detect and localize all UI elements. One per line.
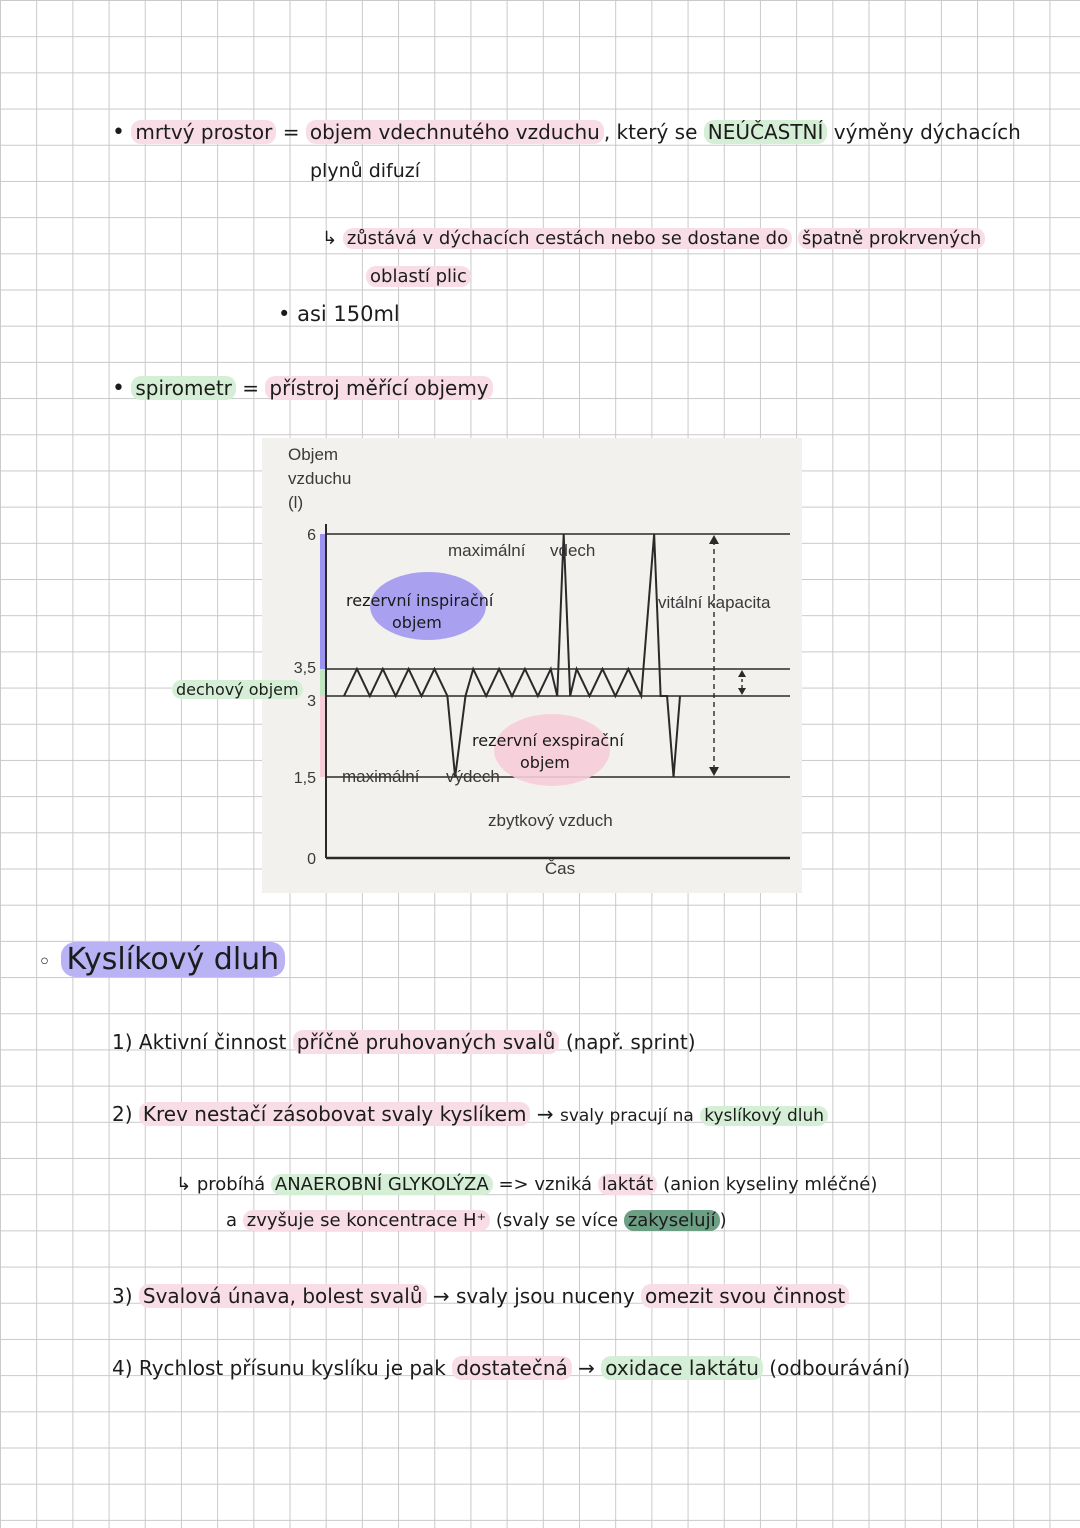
approx-value: asi 150ml xyxy=(297,302,400,326)
point-4-b: je pak xyxy=(385,1356,446,1380)
label-irv-1: rezervní inspirační xyxy=(346,591,494,610)
point-2-sub-f: (anion kyseliny mléčné) xyxy=(663,1174,878,1195)
oxygen-debt-heading-row xyxy=(38,942,285,977)
point-3-b: svaly jsou nuceny xyxy=(455,1284,635,1308)
point-2-sub-h: zvyšuje se koncentrace H⁺ xyxy=(243,1210,490,1231)
point-2-sub-c: => xyxy=(498,1174,529,1195)
y-tick-label: 0 xyxy=(307,851,316,868)
point-2-a: Krev nestačí zásobovat svaly kyslíkem xyxy=(139,1102,531,1126)
point-2-sub-e: laktát xyxy=(598,1174,658,1195)
dead-space-line-1 xyxy=(112,120,1021,145)
point-2-sub-line-2 xyxy=(226,1210,727,1231)
dead-space-def-1: objem vdechnutého vzduchu xyxy=(306,120,604,144)
point-2-sub-a: probíhá xyxy=(196,1174,266,1195)
comma: , xyxy=(603,120,611,144)
label-irv-2: objem xyxy=(392,613,442,632)
point-2-sub-b: ANAEROBNÍ GLYKOLÝZA xyxy=(271,1174,493,1195)
label-vital-capacity: vitální kapacita xyxy=(658,593,771,612)
dead-space-term: mrtvý prostor xyxy=(131,120,276,144)
label-erv-1: rezervní exspirační xyxy=(472,731,624,750)
y-tick-label: 3 xyxy=(307,693,316,710)
bullet: • xyxy=(278,302,291,326)
oxygen-debt-heading: Kyslíkový dluh xyxy=(61,942,286,977)
dead-space-sub-2: špatně prokrvených xyxy=(798,228,985,249)
point-4 xyxy=(112,1356,910,1380)
arrow-right-icon: → xyxy=(578,1356,595,1380)
point-1-c: (např. sprint) xyxy=(565,1030,696,1054)
point-2-sub-k: ) xyxy=(719,1210,727,1231)
point-3 xyxy=(112,1284,849,1308)
point-2-sub-j: zakyselují xyxy=(624,1210,720,1231)
arrow-right-icon: → xyxy=(432,1284,450,1308)
spirometry-chart xyxy=(262,438,802,893)
bullet: • xyxy=(112,120,125,145)
label-max-inhale-1: maximální xyxy=(448,541,526,560)
point-4-c: dostatečná xyxy=(452,1356,572,1380)
point-1-number: 1) xyxy=(112,1030,133,1054)
point-1-a: Aktivní činnost xyxy=(138,1030,287,1054)
point-2-b: svaly pracují na xyxy=(559,1106,694,1126)
erv-ellipse xyxy=(494,714,610,786)
y-axis-label: (l) xyxy=(288,493,304,512)
dead-space-def-3: výměny dýchacích xyxy=(833,120,1021,144)
point-4-a: Rychlost přísunu kyslíku xyxy=(138,1356,379,1380)
point-4-d: oxidace laktátu xyxy=(601,1356,763,1380)
y-tick-label: 6 xyxy=(307,527,316,544)
x-axis-label: Čas xyxy=(544,859,576,878)
spirometer-def: přístroj měřící objemy xyxy=(265,376,492,400)
dead-space-approx xyxy=(278,302,400,326)
point-4-number: 4) xyxy=(112,1356,133,1380)
y-axis-label: vzduchu xyxy=(288,469,352,488)
point-2-c: kyslíkový dluh xyxy=(700,1106,828,1126)
y-axis-label: Objem xyxy=(288,445,339,464)
tidal-volume-label xyxy=(172,680,303,699)
spirometry-chart-svg xyxy=(262,438,802,893)
dead-space-neucastni: NEÚČASTNÍ xyxy=(704,120,828,144)
sub-arrow-icon: ↳ xyxy=(322,228,338,249)
dead-space-sub-line-1 xyxy=(322,228,985,249)
dead-space-def-2: který se xyxy=(616,120,698,144)
point-1-b: příčně pruhovaných svalů xyxy=(293,1030,560,1054)
tidal-volume-text: dechový objem xyxy=(172,680,303,699)
equals: = xyxy=(242,376,260,400)
label-max-inhale-2: vdech xyxy=(550,541,596,560)
point-2-sub-line-1 xyxy=(176,1174,877,1195)
y-tick-label: 1,5 xyxy=(293,770,316,787)
point-2-sub-g: a xyxy=(226,1210,238,1231)
dead-space-sub-line-2 xyxy=(366,266,471,287)
point-3-a: Svalová únava, bolest svalů xyxy=(139,1284,427,1308)
point-2-sub-i: (svaly se více xyxy=(495,1210,619,1231)
label-max-exhale-1: maximální xyxy=(342,767,420,786)
heading-bullet: ◦ xyxy=(38,950,51,975)
spirometer-line xyxy=(112,376,493,401)
label-erv-2: objem xyxy=(520,753,570,772)
point-2-sub-d: vzniká xyxy=(534,1174,593,1195)
point-3-c: omezit svou činnost xyxy=(641,1284,849,1308)
point-1 xyxy=(112,1030,696,1054)
equals: = xyxy=(282,120,300,144)
dead-space-sub-3: oblastí plic xyxy=(366,266,471,287)
label-residual-air: zbytkový vzduch xyxy=(488,811,613,830)
dead-space-line-2 xyxy=(310,160,420,182)
spirometer-term: spirometr xyxy=(131,376,236,400)
bullet: • xyxy=(112,376,125,401)
dead-space-def-4: plynů difuzí xyxy=(310,160,421,182)
y-tick-label: 3,5 xyxy=(293,660,316,677)
dead-space-sub-1: zůstává v dýchacích cestách nebo se dostane do xyxy=(343,228,792,249)
sub-arrow-icon: ↳ xyxy=(176,1174,192,1195)
label-max-exhale-2: výdech xyxy=(446,767,500,786)
point-2-number: 2) xyxy=(112,1102,133,1126)
point-3-number: 3) xyxy=(112,1284,133,1308)
arrow-right-icon: → xyxy=(536,1102,554,1126)
point-4-e: (odbourávání) xyxy=(769,1356,911,1380)
point-2 xyxy=(112,1102,828,1126)
